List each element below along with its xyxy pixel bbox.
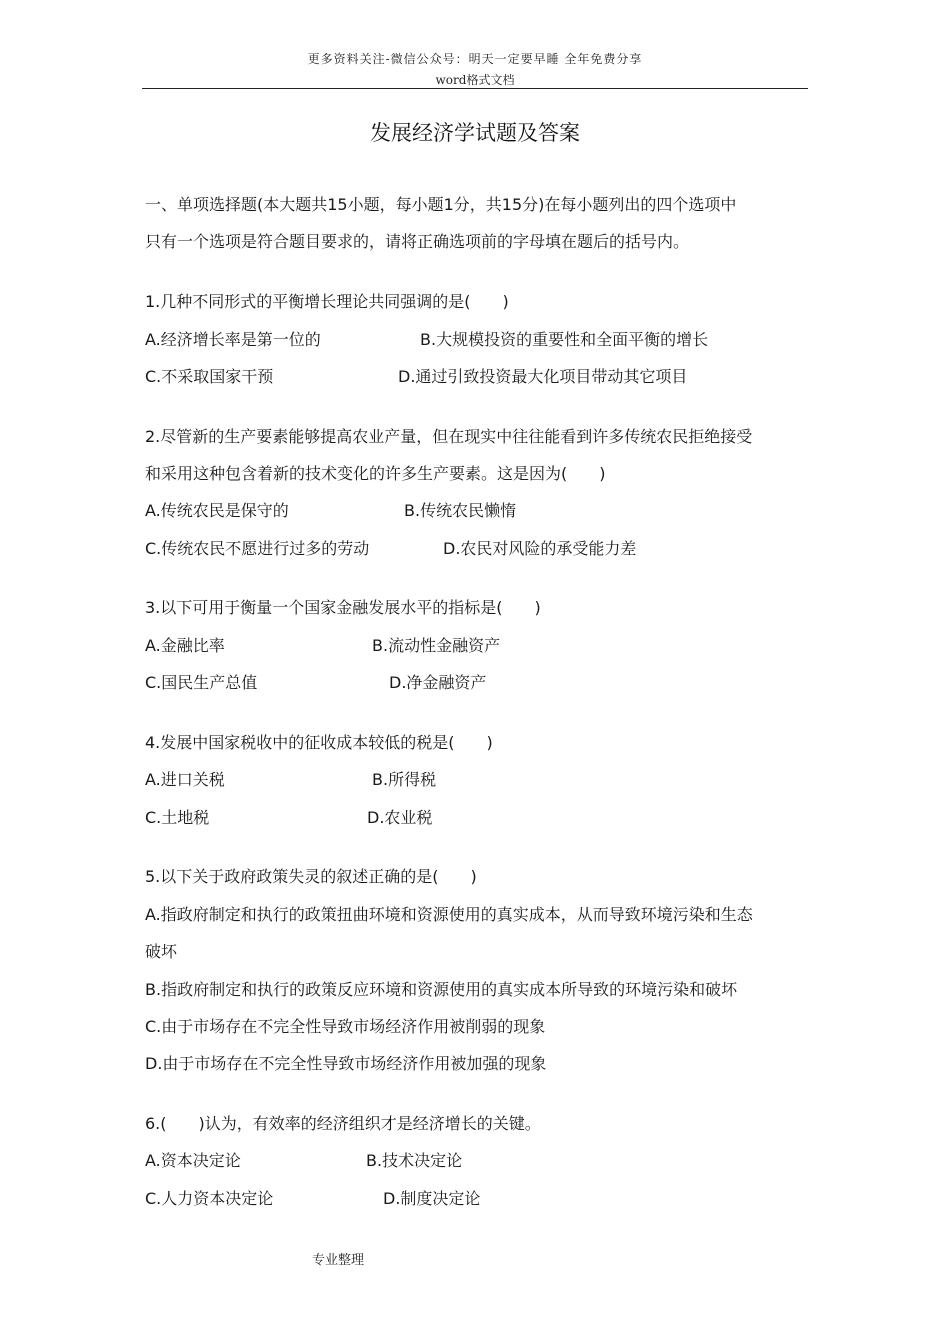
q1-option-b: B.大规模投资的重要性和全面平衡的增长 bbox=[420, 330, 709, 349]
document-title: 发展经济学试题及答案 bbox=[370, 121, 580, 145]
q5-option-c: C.由于市场存在不完全性导致市场经济作用被削弱的现象 bbox=[145, 1017, 546, 1036]
q1-option-d: D.通过引致投资最大化项目带动其它项目 bbox=[398, 367, 688, 386]
section-intro-line1: 一、单项选择题(本大题共15小题，每小题1分，共15分)在每小题列出的四个选项中 bbox=[145, 195, 737, 214]
header-format: word格式文档 bbox=[435, 73, 515, 87]
q1-option-c: C.不采取国家干预 bbox=[145, 367, 274, 386]
q6-option-c: C.人力资本决定论 bbox=[145, 1189, 274, 1208]
q2-option-a: A.传统农民是保守的 bbox=[145, 501, 289, 520]
q6-option-b: B.技术决定论 bbox=[366, 1151, 463, 1170]
q5-option-d: D.由于市场存在不完全性导致市场经济作用被加强的现象 bbox=[145, 1054, 547, 1073]
q6-option-a: A.资本决定论 bbox=[145, 1151, 241, 1170]
q3-option-d: D.净金融资产 bbox=[389, 673, 487, 692]
q5-option-b: B.指政府制定和执行的政策反应环境和资源使用的真实成本所导致的环境污染和破坏 bbox=[145, 980, 738, 999]
q3-option-b: B.流动性金融资产 bbox=[372, 636, 501, 655]
q4-option-d: D.农业税 bbox=[367, 808, 433, 827]
q2-stem-line1: 2.尽管新的生产要素能够提高农业产量，但在现实中往往能看到许多传统农民拒绝接受 bbox=[145, 427, 753, 446]
q6-option-d: D.制度决定论 bbox=[383, 1189, 481, 1208]
q4-stem: 4.发展中国家税收中的征收成本较低的税是( ) bbox=[145, 733, 493, 752]
q5-stem: 5.以下关于政府政策失灵的叙述正确的是( ) bbox=[145, 867, 477, 886]
q2-stem-line2: 和采用这种包含着新的技术变化的许多生产要素。这是因为( ) bbox=[145, 464, 606, 483]
q6-stem: 6.( )认为，有效率的经济组织才是经济增长的关键。 bbox=[145, 1114, 541, 1133]
q3-option-c: C.国民生产总值 bbox=[145, 673, 258, 692]
q5-option-a-line1: A.指政府制定和执行的政策扭曲环境和资源使用的真实成本，从而导致环境污染和生态 bbox=[145, 905, 753, 924]
q1-option-a: A.经济增长率是第一位的 bbox=[145, 330, 321, 349]
q2-option-c: C.传统农民不愿进行过多的劳动 bbox=[145, 539, 370, 558]
q4-option-c: C.土地税 bbox=[145, 808, 210, 827]
page-footer: 专业整理 bbox=[312, 1253, 365, 1268]
q2-option-b: B.传统农民懒惰 bbox=[404, 501, 517, 520]
q3-option-a: A.金融比率 bbox=[145, 636, 225, 655]
header-promo: 更多资料关注-微信公众号：明天一定要早睡 全年免费分享 bbox=[307, 52, 643, 66]
q4-option-b: B.所得税 bbox=[372, 770, 437, 789]
section-intro-line2: 只有一个选项是符合题目要求的，请将正确选项前的字母填在题后的括号内。 bbox=[145, 232, 690, 251]
q3-stem: 3.以下可用于衡量一个国家金融发展水平的指标是( ) bbox=[145, 598, 541, 617]
q5-option-a-line2: 破坏 bbox=[145, 942, 178, 961]
q2-option-d: D.农民对风险的承受能力差 bbox=[443, 539, 637, 558]
header-divider bbox=[142, 88, 808, 89]
q4-option-a: A.进口关税 bbox=[145, 770, 225, 789]
q1-stem: 1.几种不同形式的平衡增长理论共同强调的是( ) bbox=[145, 292, 509, 311]
